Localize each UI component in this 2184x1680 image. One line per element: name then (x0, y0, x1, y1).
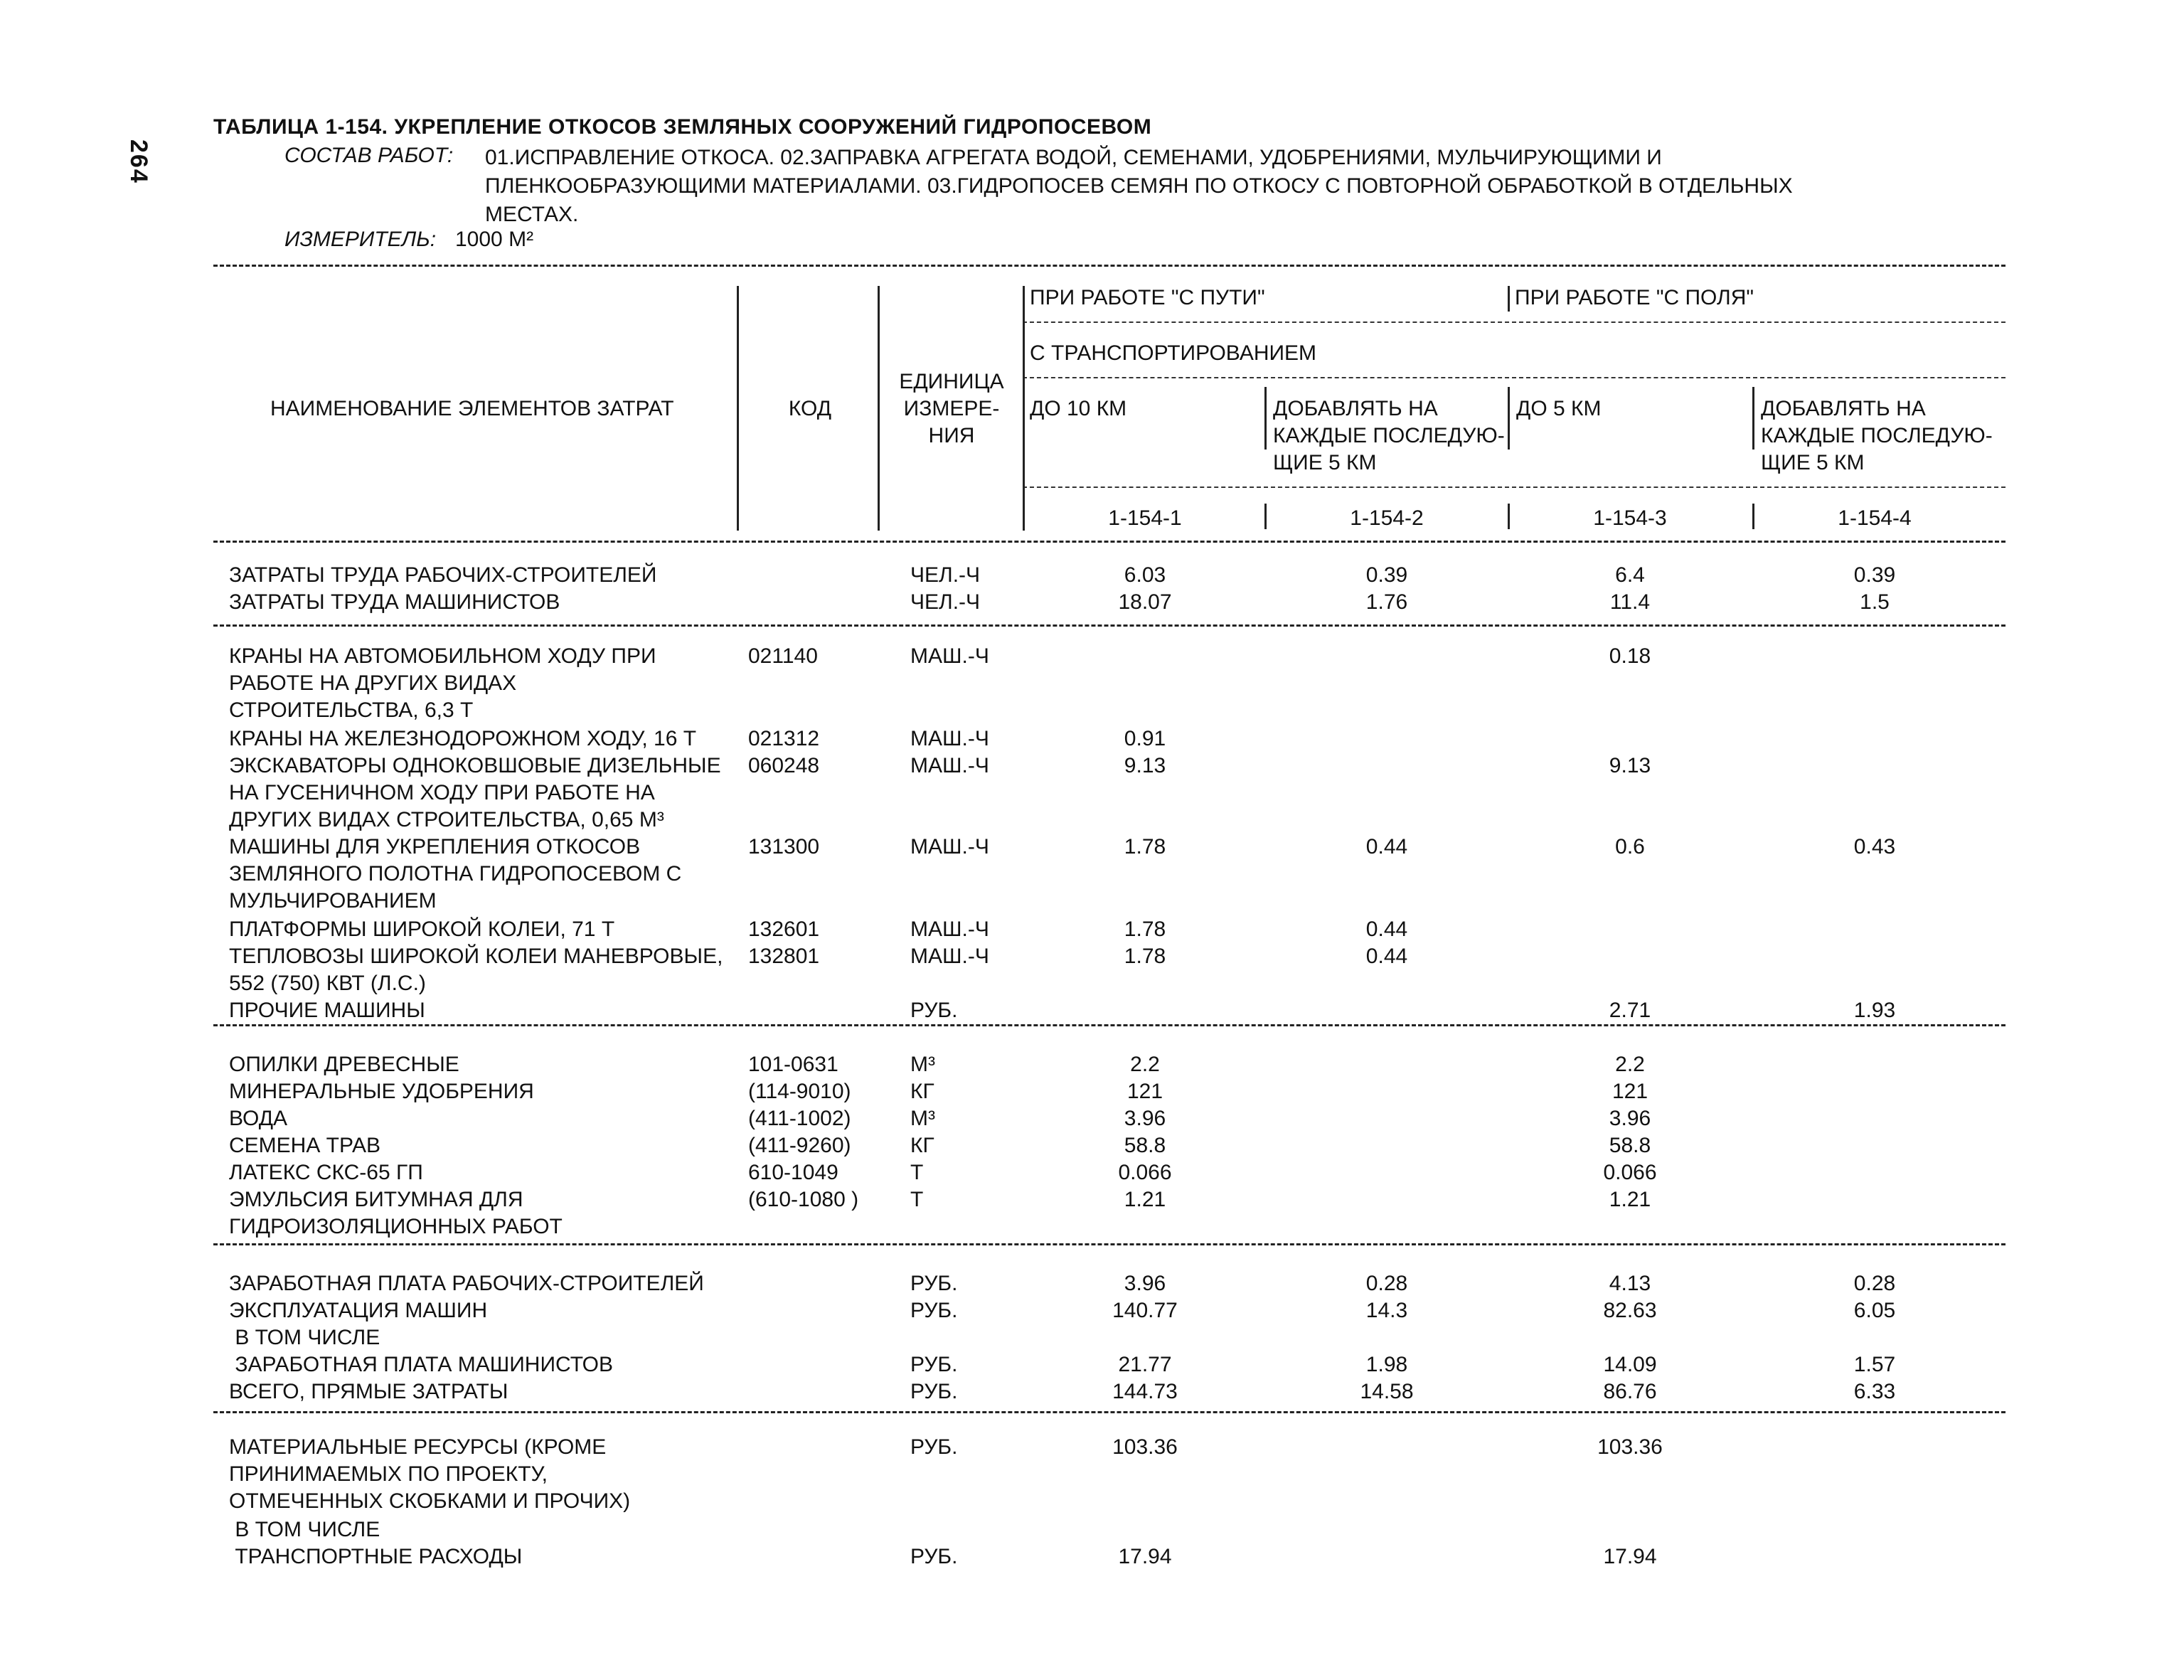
row-name: ТРАНСПОРТНЫЕ РАСХОДЫ (229, 1545, 523, 1568)
row-code: 101-0631 (748, 1053, 838, 1076)
row-name: ЭКСПЛУАТАЦИЯ МАШИН (229, 1299, 488, 1322)
row-name: МИНЕРАЛЬНЫЕ УДОБРЕНИЯ (229, 1080, 534, 1103)
header-add-each-2: ДОБАВЛЯТЬ НА КАЖДЫЕ ПОСЛЕДУЮ- ЩИЕ 5 КМ (1761, 397, 1993, 474)
row-name: ЛАТЕКС СКС-65 ГП (229, 1161, 423, 1184)
row-value: 86.76 (1603, 1380, 1657, 1403)
row-unit: МАШ.-Ч (910, 918, 989, 941)
row-value: 2.2 (1130, 1053, 1160, 1076)
section-rule-1 (213, 624, 2005, 627)
row-name: КРАНЫ НА АВТОМОБИЛЬНОМ ХОДУ ПРИ РАБОТЕ НА ДРУГИХ ВИДАХ СТРОИТЕЛЬСТВА, 6,3 Т (229, 644, 656, 722)
row-unit: МАШ.-Ч (910, 644, 989, 668)
row-value: 4.13 (1609, 1272, 1651, 1295)
row-value: 144.73 (1112, 1380, 1178, 1403)
row-code: 131300 (748, 835, 820, 858)
row-value: 1.98 (1365, 1353, 1408, 1376)
measure-label: ИЗМЕРИТЕЛЬ: (284, 228, 437, 251)
row-value: 9.13 (1124, 754, 1166, 777)
row-value: 1.78 (1124, 918, 1166, 941)
header-code-4: 1-154-4 (1838, 506, 1912, 530)
row-unit: МАШ.-Ч (910, 945, 989, 968)
row-unit: МАШ.-Ч (910, 754, 989, 777)
row-value: 1.93 (1853, 999, 1896, 1022)
row-name: ВСЕГО, ПРЯМЫЕ ЗАТРАТЫ (229, 1380, 508, 1403)
header-rule-2 (1023, 377, 2005, 378)
table-title: ТАБЛИЦА 1-154. УКРЕПЛЕНИЕ ОТКОСОВ ЗЕМЛЯНЫХ СООРУЖЕНИЙ ГИДРОПОСЕВОМ (213, 115, 1152, 139)
row-name: ЭКСКАВАТОРЫ ОДНОКОВШОВЫЕ ДИЗЕЛЬНЫЕ НА ГУСЕНИЧНОМ ХОДУ ПРИ РАБОТЕ НА ДРУГИХ ВИДАХ СТРОИТЕЛЬСТВА, 0,65 М³ (229, 754, 721, 831)
row-code: (610-1080 ) (748, 1188, 859, 1211)
row-value: 17.94 (1118, 1545, 1172, 1568)
row-value: 140.77 (1112, 1299, 1178, 1322)
row-value: 6.05 (1853, 1299, 1896, 1322)
row-value: 1.78 (1124, 835, 1166, 858)
row-value: 14.09 (1603, 1353, 1657, 1376)
code-divider-1 (1264, 504, 1267, 529)
header-from-field: ПРИ РАБОТЕ "С ПОЛЯ" (1515, 286, 1754, 309)
row-unit: РУБ. (910, 1299, 958, 1322)
row-code: 132601 (748, 918, 820, 941)
row-value: 14.3 (1365, 1299, 1408, 1322)
row-code: 060248 (748, 754, 820, 777)
row-name: МАТЕРИАЛЬНЫЕ РЕСУРСЫ (КРОМЕ ПРИНИМАЕМЫХ ПО ПРОЕКТУ, ОТМЕЧЕННЫХ СКОБКАМИ И ПРОЧИХ) (229, 1435, 631, 1513)
row-name: ВОДА (229, 1107, 288, 1130)
row-name: ОПИЛКИ ДРЕВЕСНЫЕ (229, 1053, 459, 1076)
row-code: 021312 (748, 727, 820, 750)
row-code: 132801 (748, 945, 820, 968)
row-unit: МАШ.-Ч (910, 727, 989, 750)
row-value: 17.94 (1603, 1545, 1657, 1568)
row-value: 1.21 (1124, 1188, 1166, 1211)
row-name: ЗАРАБОТНАЯ ПЛАТА РАБОЧИХ-СТРОИТЕЛЕЙ (229, 1272, 704, 1295)
row-value: 0.44 (1365, 945, 1408, 968)
row-unit: Т (910, 1161, 924, 1184)
row-value: 58.8 (1609, 1134, 1651, 1157)
composition-label: СОСТАВ РАБОТ: (284, 144, 454, 167)
row-name: В ТОМ ЧИСЛЕ (229, 1518, 380, 1541)
row-name: КРАНЫ НА ЖЕЛЕЗНОДОРОЖНОМ ХОДУ, 16 Т (229, 727, 697, 750)
header-code: КОД (788, 397, 832, 420)
row-value: 58.8 (1124, 1134, 1166, 1157)
section-rule-4 (213, 1411, 2005, 1413)
row-unit: МАШ.-Ч (910, 835, 989, 858)
row-name: ЭМУЛЬСИЯ БИТУМНАЯ ДЛЯ ГИДРОИЗОЛЯЦИОННЫХ РАБОТ (229, 1188, 563, 1238)
col-divider-code (878, 286, 880, 531)
row-name: МАШИНЫ ДЛЯ УКРЕПЛЕНИЯ ОТКОСОВ ЗЕМЛЯНОГО ПОЛОТНА ГИДРОПОСЕВОМ С МУЛЬЧИРОВАНИЕМ (229, 835, 682, 913)
row-name: В ТОМ ЧИСЛЕ (229, 1326, 380, 1349)
row-code: 610-1049 (748, 1161, 838, 1184)
row-value: 1.78 (1124, 945, 1166, 968)
row-value: 14.58 (1360, 1380, 1414, 1403)
row-value: 0.91 (1124, 727, 1166, 750)
row-name: ЗАТРАТЫ ТРУДА МАШИНИСТОВ (229, 590, 560, 614)
row-value: 0.066 (1118, 1161, 1172, 1184)
row-unit: РУБ. (910, 1353, 958, 1376)
header-rule-1 (1023, 321, 2005, 323)
row-value: 121 (1126, 1080, 1163, 1103)
row-unit: РУБ. (910, 1545, 958, 1568)
header-up-to-5: ДО 5 КМ (1516, 397, 1602, 420)
header-code-1: 1-154-1 (1108, 506, 1182, 530)
row-value: 121 (1612, 1080, 1648, 1103)
row-value: 0.44 (1365, 918, 1408, 941)
row-value: 0.28 (1365, 1272, 1408, 1295)
row-value: 1.5 (1860, 590, 1890, 614)
row-value: 3.96 (1609, 1107, 1651, 1130)
row-name: ТЕПЛОВОЗЫ ШИРОКОЙ КОЛЕИ МАНЕВРОВЫЕ, 552 (750) КВТ (Л.С.) (229, 945, 723, 995)
row-unit: Т (910, 1188, 924, 1211)
row-name: ЗАРАБОТНАЯ ПЛАТА МАШИНИСТОВ (229, 1353, 614, 1376)
header-bottom-rule (213, 541, 2005, 543)
row-value: 6.03 (1124, 563, 1166, 587)
col-divider-a (1264, 387, 1267, 450)
row-value: 6.33 (1853, 1380, 1896, 1403)
row-value: 11.4 (1609, 590, 1651, 614)
row-value: 18.07 (1118, 590, 1172, 614)
row-name: ПЛАТФОРМЫ ШИРОКОЙ КОЛЕИ, 71 Т (229, 918, 615, 941)
row-code: (411-9260) (748, 1134, 851, 1157)
row-value: 103.36 (1597, 1435, 1663, 1459)
col-divider-name (737, 286, 739, 531)
row-value: 3.96 (1124, 1107, 1166, 1130)
row-value: 9.13 (1609, 754, 1651, 777)
row-value: 103.36 (1112, 1435, 1178, 1459)
row-value: 21.77 (1118, 1353, 1172, 1376)
row-value: 0.28 (1853, 1272, 1896, 1295)
section-rule-2 (213, 1024, 2005, 1026)
row-value: 0.6 (1615, 835, 1645, 858)
row-unit: ЧЕЛ.-Ч (910, 563, 981, 587)
code-divider-2 (1508, 504, 1510, 529)
header-add-each-1: ДОБАВЛЯТЬ НА КАЖДЫЕ ПОСЛЕДУЮ- ЩИЕ 5 КМ (1273, 397, 1505, 474)
row-unit: РУБ. (910, 1380, 958, 1403)
table-top-rule (213, 265, 2005, 267)
row-name: СЕМЕНА ТРАВ (229, 1134, 381, 1157)
row-value: 3.96 (1124, 1272, 1166, 1295)
row-value: 6.4 (1615, 563, 1645, 587)
row-value: 0.066 (1603, 1161, 1657, 1184)
row-name: ПРОЧИЕ МАШИНЫ (229, 999, 425, 1022)
page-number: 264 (125, 139, 152, 184)
row-unit: М³ (910, 1107, 935, 1130)
composition-text: 01.ИСПРАВЛЕНИЕ ОТКОСА. 02.ЗАПРАВКА АГРЕГАТА ВОДОЙ, СЕМЕНАМИ, УДОБРЕНИЯМИ, МУЛЬЧИРУЮЩИМИ И ПЛЕНКООБРАЗУЮЩИМИ МАТЕРИАЛАМИ. 03.ГИДРОПОСЕВ СЕМЯН ПО ОТКОСУ С ПОВТОРНОЙ ОБРАБОТКОЙ В ОТДЕЛЬНЫХ МЕСТАХ. (485, 146, 1793, 226)
row-value: 0.18 (1609, 644, 1651, 668)
section-rule-3 (213, 1243, 2005, 1245)
col-divider-field-top (1508, 286, 1510, 312)
col-divider-c (1752, 387, 1754, 450)
row-code: (411-1002) (748, 1107, 851, 1130)
measure-value: 1000 М² (455, 228, 534, 251)
header-from-track: ПРИ РАБОТЕ "С ПУТИ" (1030, 286, 1265, 309)
header-unit: ЕДИНИЦА ИЗМЕРЕ- НИЯ (899, 370, 1004, 447)
row-value: 2.71 (1609, 999, 1651, 1022)
header-code-2: 1-154-2 (1350, 506, 1424, 530)
row-value: 0.44 (1365, 835, 1408, 858)
row-value: 1.21 (1609, 1188, 1651, 1211)
row-unit: РУБ. (910, 999, 958, 1022)
row-unit: ЧЕЛ.-Ч (910, 590, 981, 614)
row-value: 1.76 (1365, 590, 1408, 614)
row-value: 1.57 (1853, 1353, 1896, 1376)
header-code-3: 1-154-3 (1593, 506, 1667, 530)
row-code: (114-9010) (748, 1080, 851, 1103)
code-divider-3 (1752, 504, 1754, 529)
row-unit: КГ (910, 1134, 934, 1157)
row-unit: РУБ. (910, 1272, 958, 1295)
row-unit: КГ (910, 1080, 934, 1103)
col-divider-b (1508, 387, 1510, 450)
row-name: ЗАТРАТЫ ТРУДА РАБОЧИХ-СТРОИТЕЛЕЙ (229, 563, 657, 587)
row-value: 0.39 (1365, 563, 1408, 587)
header-name: НАИМЕНОВАНИЕ ЭЛЕМЕНТОВ ЗАТРАТ (270, 397, 674, 420)
col-divider-unit (1023, 286, 1025, 531)
row-unit: РУБ. (910, 1435, 958, 1459)
row-value: 82.63 (1603, 1299, 1657, 1322)
row-code: 021140 (748, 644, 818, 668)
row-value: 0.39 (1853, 563, 1896, 587)
header-up-to-10: ДО 10 КМ (1030, 397, 1127, 420)
row-value: 0.43 (1853, 835, 1896, 858)
row-unit: М³ (910, 1053, 935, 1076)
row-value: 2.2 (1615, 1053, 1645, 1076)
header-with-transport: С ТРАНСПОРТИРОВАНИЕМ (1030, 341, 1317, 365)
header-rule-3 (1023, 487, 2005, 488)
